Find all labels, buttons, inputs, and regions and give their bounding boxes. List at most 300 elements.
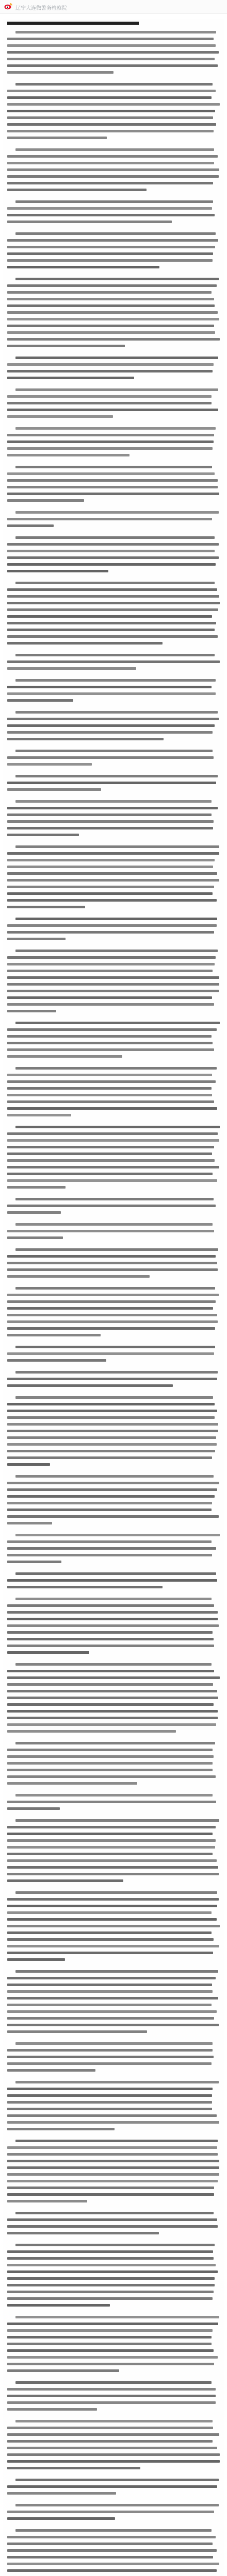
text-line: [7, 556, 219, 559]
article-body: [7, 22, 220, 2576]
text-line: [7, 1710, 218, 1713]
text-line: [7, 807, 218, 809]
text-line: [7, 1010, 56, 1012]
text-line: [7, 409, 218, 411]
text-line: [7, 454, 129, 456]
text-line: [7, 182, 213, 184]
text-line: [7, 1436, 216, 1439]
paragraph-gap: [7, 1243, 220, 1248]
paragraph-gap: [7, 2524, 220, 2529]
text-line: [7, 311, 218, 314]
text-line: [15, 232, 215, 235]
text-line: [7, 116, 213, 119]
text-line: [7, 259, 213, 262]
text-line: [7, 2297, 213, 2300]
text-line: [15, 511, 219, 514]
text-line: [7, 2408, 97, 2411]
text-line: [7, 2101, 212, 2104]
text-line: [7, 2218, 217, 2221]
text-line: [7, 1931, 212, 1934]
text-line: [7, 814, 212, 816]
text-line: [15, 278, 218, 280]
text-line: [15, 2244, 215, 2246]
text-line: [7, 906, 85, 908]
text-line: [7, 1153, 212, 1155]
text-line: [7, 1423, 218, 1426]
text-line: [15, 427, 215, 430]
text-line: [7, 602, 220, 604]
text-line: [7, 1769, 213, 1771]
text-line: [15, 775, 217, 777]
text-line: [7, 2517, 115, 2520]
text-line: [7, 1782, 137, 1785]
text-line: [15, 1663, 211, 1666]
text-line: [7, 1003, 214, 1006]
text-line: [7, 1807, 60, 1810]
text-line: [7, 763, 92, 766]
weibo-icon[interactable]: [4, 3, 12, 10]
text-line: [7, 1166, 219, 1168]
text-line: [7, 2304, 110, 2307]
text-line: [7, 1638, 214, 1640]
text-line: [7, 686, 212, 688]
text-line: [15, 1126, 219, 1128]
text-line: [7, 1977, 216, 1979]
paragraph-gap: [7, 1886, 220, 1891]
text-line: [7, 2291, 214, 2293]
text-line: [7, 2492, 116, 2495]
text-line: [7, 1359, 106, 1362]
text-line: [7, 2232, 159, 2234]
paragraph-gap: [7, 422, 220, 427]
text-line: [7, 738, 164, 740]
text-line: [7, 570, 108, 572]
text-line: [7, 1604, 214, 1607]
text-line: [7, 123, 216, 126]
text-line: [7, 976, 219, 979]
text-line: [7, 1846, 215, 1849]
text-line: [7, 1275, 150, 1278]
text-line: [7, 588, 217, 591]
text-line: [7, 2556, 213, 2558]
text-line: [7, 1352, 214, 1355]
text-line: [7, 629, 215, 631]
text-line: [7, 2049, 213, 2052]
paragraph-gap: [7, 78, 220, 83]
text-line: [7, 1879, 123, 1882]
text-line: [15, 1534, 219, 1536]
text-line: [7, 1952, 213, 1954]
text-line: [7, 1509, 212, 1511]
text-line: [7, 1495, 215, 1498]
text-line: [7, 820, 214, 823]
text-line: [7, 1683, 213, 1686]
text-line: [7, 499, 84, 502]
paragraph-gap: [7, 383, 220, 388]
text-line: [7, 2056, 214, 2058]
text-line: [7, 2433, 219, 2436]
text-line: [7, 44, 216, 47]
text-line: [7, 2010, 217, 2013]
text-line: [7, 2323, 218, 2325]
text-line: [15, 1970, 218, 1973]
text-line: [7, 1378, 217, 1380]
text-line: [15, 1396, 213, 1399]
text-line: [7, 1990, 213, 1993]
text-line: [15, 2140, 218, 2142]
text-line: [15, 388, 218, 391]
paragraph-gap: [7, 674, 220, 679]
text-line: [7, 731, 213, 734]
text-line: [7, 1515, 219, 1518]
paragraph-gap: [7, 1341, 220, 1346]
text-line: [7, 963, 215, 965]
paragraph-gap: [7, 1789, 220, 1794]
text-line: [7, 866, 213, 868]
text-line: [7, 345, 125, 347]
text-line: [7, 2270, 218, 2273]
text-line: [7, 543, 219, 546]
text-line: [7, 852, 219, 855]
text-line: [7, 1087, 212, 1090]
text-line: [7, 1320, 218, 1323]
text-line: [7, 1730, 176, 1733]
text-line: [7, 318, 219, 320]
paragraph-gap: [7, 1592, 220, 1598]
text-line: [7, 2349, 214, 2352]
text-line: [7, 395, 212, 398]
text-line: [7, 71, 113, 74]
text-line: [15, 1572, 216, 1575]
text-line: [7, 990, 219, 992]
text-line: [7, 1898, 219, 1901]
text-line: [7, 524, 54, 527]
text-line: [7, 2453, 220, 2456]
text-line: [7, 2030, 147, 2033]
paragraph-gap: [7, 1218, 220, 1223]
text-line: [7, 827, 213, 829]
text-line: [7, 615, 212, 618]
text-line: [15, 2212, 214, 2214]
text-line: [7, 2536, 216, 2538]
long-text-image: [3, 19, 224, 2576]
text-line: [7, 2180, 218, 2182]
text-line: [7, 2173, 219, 2176]
text-line: [7, 1055, 122, 1058]
text-line: [7, 2467, 140, 2469]
text-line: [15, 845, 219, 848]
text-line: [7, 103, 220, 106]
text-line: [15, 800, 212, 803]
text-line: [7, 1255, 216, 1258]
text-line: [7, 1645, 214, 1647]
text-line: [7, 472, 215, 475]
paragraph-gap: [7, 1016, 220, 1022]
text-line: [7, 692, 216, 695]
text-line: [7, 2440, 213, 2443]
text-line: [7, 2369, 119, 2372]
account-name[interactable]: 辽宁大连微警务检察院: [15, 6, 67, 11]
text-line: [7, 2200, 87, 2202]
text-line: [7, 1775, 216, 1778]
paragraph-gap: [7, 706, 220, 711]
text-line: [7, 1384, 173, 1387]
text-line: [7, 1873, 219, 1875]
text-line: [15, 2504, 218, 2506]
text-line: [7, 1430, 218, 1432]
text-line: [15, 918, 217, 920]
text-line: [7, 2277, 215, 2280]
text-line: [7, 1997, 218, 1999]
text-line: [7, 788, 101, 791]
paragraph-gap: [7, 1965, 220, 1970]
text-line: [7, 1307, 213, 1310]
text-line: [15, 466, 212, 468]
text-line: [7, 642, 163, 645]
text-line: [7, 1230, 214, 1232]
text-line: [7, 1456, 212, 1459]
text-line: [7, 58, 215, 60]
text-line: [7, 667, 136, 670]
text-line: [15, 1371, 218, 1374]
text-line: [7, 2094, 212, 2097]
text-line: [7, 110, 215, 112]
paragraph-gap: [7, 1567, 220, 1572]
text-line: [7, 1540, 212, 1543]
text-line: [7, 246, 215, 248]
paragraph-gap: [7, 1470, 220, 1475]
paragraph-gap: [7, 2037, 220, 2042]
paragraph-gap: [7, 840, 220, 845]
text-line: [7, 2160, 219, 2162]
text-line: [7, 284, 217, 287]
paragraph-gap: [7, 795, 220, 800]
text-line: [7, 782, 216, 784]
text-line: [7, 1984, 212, 1986]
text-line: [7, 2447, 217, 2449]
text-line: [7, 189, 147, 191]
paragraph-gap: [7, 1121, 220, 1126]
text-line: [15, 1819, 219, 1822]
text-line: [7, 479, 218, 482]
text-line: [15, 2316, 219, 2318]
text-line: [7, 2511, 214, 2513]
text-line: [7, 724, 215, 727]
text-line: [7, 137, 107, 139]
text-line: [7, 886, 214, 888]
text-line: [7, 1938, 214, 1941]
text-line: [7, 1522, 52, 1524]
text-line: [15, 711, 217, 714]
text-line: [7, 221, 172, 223]
text-line: [7, 1074, 212, 1076]
text-line: [15, 31, 216, 33]
text-line: [7, 1173, 213, 1175]
text-line: [7, 1826, 216, 1828]
text-line: [7, 1488, 217, 1491]
text-line: [7, 304, 215, 307]
text-line: [7, 2427, 213, 2429]
text-line: [7, 325, 214, 327]
text-line: [7, 2153, 218, 2156]
paragraph-gap: [7, 1193, 220, 1198]
text-line: [7, 2146, 217, 2149]
paragraph-gap: [7, 1062, 220, 1067]
text-line: [7, 1035, 212, 1038]
text-line: [7, 2108, 212, 2110]
text-line: [7, 1179, 217, 1182]
text-line: [7, 2549, 217, 2552]
text-line: [7, 207, 212, 210]
text-line: [7, 434, 214, 436]
text-line: [7, 363, 214, 366]
text-line: [7, 370, 213, 372]
text-line: [7, 447, 213, 450]
text-line: [7, 1762, 213, 1765]
text-line: [7, 1853, 213, 1855]
paragraph-gap: [7, 2415, 220, 2420]
text-line: [7, 1114, 71, 1116]
text-line: [15, 200, 213, 203]
text-line: [7, 956, 216, 959]
text-line: [7, 1905, 217, 1907]
text-line: [15, 654, 214, 656]
paragraph-gap: [7, 2311, 220, 2316]
text-line: [7, 1410, 217, 1412]
text-line: [7, 931, 214, 934]
text-line: [15, 1248, 218, 1251]
text-line: [7, 175, 219, 178]
text-line: [7, 1300, 216, 1303]
paragraph-gap: [7, 649, 220, 654]
text-line: [7, 2114, 217, 2117]
text-line: [7, 90, 216, 92]
text-line: [7, 1561, 61, 1563]
text-line: [7, 1945, 219, 1947]
text-line: [7, 1403, 215, 1405]
text-line: [7, 1925, 220, 1927]
text-line: [7, 1651, 89, 1654]
text-line: [15, 950, 217, 952]
paragraph-gap: [7, 2076, 220, 2081]
text-line: [7, 2004, 212, 2006]
text-line: [7, 1911, 212, 1914]
text-line: [7, 291, 212, 294]
text-line: [7, 718, 219, 720]
text-line: [7, 756, 214, 759]
text-line: [7, 2343, 212, 2345]
paragraph-gap: [7, 912, 220, 918]
text-line: [7, 1839, 216, 1842]
text-line: [7, 1186, 66, 1189]
text-line: [7, 2017, 214, 2020]
paragraph-gap: [7, 1658, 220, 1663]
text-line: [7, 1159, 215, 1162]
text-line: [7, 2069, 95, 2072]
text-line: [7, 1547, 216, 1550]
text-line: [7, 1579, 217, 1582]
text-line: [15, 1475, 213, 1478]
paragraph-gap: [7, 577, 220, 582]
paragraph-gap: [7, 461, 220, 466]
text-line: [15, 357, 218, 359]
text-line: [7, 2166, 219, 2169]
text-line: [7, 2569, 217, 2572]
text-line: [7, 1618, 218, 1620]
text-line: [7, 2563, 219, 2565]
paragraph-gap: [7, 143, 220, 148]
text-line: [7, 1482, 219, 1484]
text-line: [7, 2401, 216, 2404]
paragraph-gap: [7, 2473, 220, 2479]
text-line: [15, 1022, 219, 1024]
paragraph-gap: [7, 195, 220, 200]
paragraph-gap: [7, 2239, 220, 2244]
text-line: [7, 699, 73, 702]
text-line: [7, 2363, 214, 2365]
text-line: [7, 1107, 217, 1110]
app-header: [0, 0, 227, 14]
text-line: [7, 1294, 219, 1296]
text-line: [15, 1742, 215, 1744]
text-line: [15, 536, 214, 539]
text-line: [15, 1598, 211, 1600]
text-line: [7, 2088, 213, 2090]
paragraph-gap: [7, 351, 220, 357]
text-line: [7, 96, 212, 99]
text-line: [7, 2062, 212, 2065]
text-line: [7, 1100, 214, 1103]
text-line: [7, 1690, 217, 1692]
text-line: [7, 1205, 216, 1207]
text-line: [7, 1334, 101, 1336]
text-line: [15, 2381, 212, 2384]
text-line: [7, 415, 113, 418]
text-line: [7, 493, 219, 495]
text-line: [7, 1833, 213, 1835]
text-line: [7, 2024, 219, 2026]
text-line: [7, 377, 134, 379]
paragraph-gap: [7, 1366, 220, 1371]
text-line: [15, 1067, 217, 1070]
text-line: [7, 155, 218, 158]
text-line: [15, 1223, 212, 1226]
text-line: [7, 983, 219, 986]
text-line: [7, 1749, 213, 1751]
text-line: [7, 1028, 217, 1031]
text-line: [15, 2081, 218, 2083]
text-line: [7, 1080, 216, 1083]
text-line: [15, 1346, 215, 1348]
text-line: [7, 1554, 212, 1556]
text-line: [7, 1958, 65, 1961]
text-line: [7, 1611, 218, 1614]
text-line: [7, 1268, 218, 1271]
text-line: [7, 1703, 214, 1706]
text-line: [7, 402, 212, 404]
text-line: [7, 2121, 219, 2124]
text-line: [7, 996, 212, 999]
text-line: [7, 892, 213, 895]
paragraph-gap: [7, 1737, 220, 1742]
text-line: [15, 750, 213, 752]
text-line: [7, 2128, 115, 2130]
text-line: [7, 2329, 213, 2332]
text-line: [7, 2460, 220, 2463]
text-line: [7, 1676, 220, 1679]
text-line: [7, 2193, 214, 2196]
paragraph-gap: [7, 2207, 220, 2212]
